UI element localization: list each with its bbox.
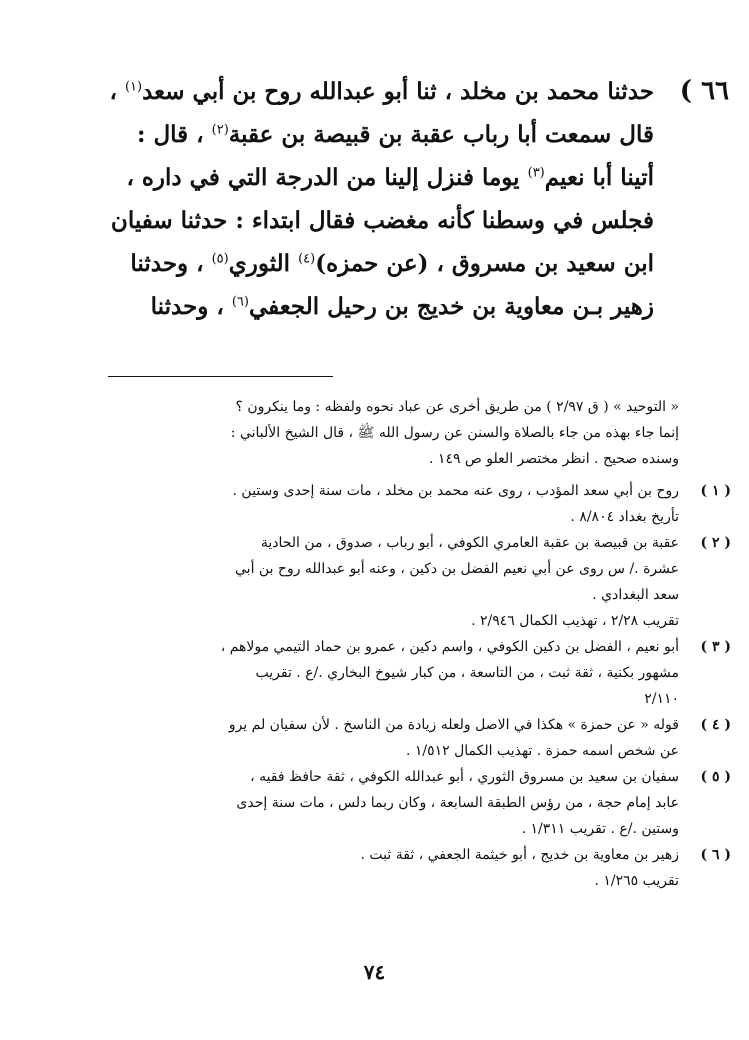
footnote-number: ( ١ ) — [700, 483, 731, 499]
footnote-1: ( ١ ) روح بن أبي سعد المؤدب ، روى عنه محمد بن مخلد ، مات سنة إحدى وستين . تأريخ بغداد ٨/٨٠٤ . — [79, 478, 679, 530]
footnote-number: ( ٥ ) — [700, 769, 731, 785]
footnote-4: ( ٤ ) قوله « عن حمزة » هكذا في الاصل ولعله زيادة من الناسخ . لأن سفيان لم يرو عن شخص اسمه حمزة . تهذيب الكمال ١/٥١٢ . — [79, 712, 679, 764]
footnote-2: ( ٢ ) عقبة بن قبيصة بن عقبة العامري الكوفي ، أبو رباب ، صدوق ، من الحادية عشرة ./ س روى عن أبي نعيم الفضل بن دكين ، وعنه أبو عبدالله روح بن أبي سعد البغدادي . تقريب ٢/٢٨ ، تهذيب الكمال ٢/٩٤٦ . — [79, 530, 679, 634]
footnote-6: ( ٦ ) زهير بن معاوية بن خديج ، أبو خيثمة الجعفي ، ثقة ثبت . تقريب ١/٢٦٥ . — [79, 842, 679, 894]
main-line: ابن سعيد بن مسروق ، (عن حمزه)$^{(٤)}$ الثوري$^{(٥)}$ ، وحدثنا — [130, 250, 654, 277]
footnote-ref[interactable]: (١) — [124, 79, 143, 95]
footnote-number: ( ٣ ) — [700, 639, 731, 655]
main-line: حدثنا محمد بن مخلد ، ثنا أبو عبدالله روح بن أبي سعد$^{(١)}$ ، — [109, 78, 654, 105]
main-line: فجلس في وسطنا كأنه مغضب فقال ابتداء : حدثنا سفيان — [110, 207, 654, 234]
main-line: قال سمعت أبا رباب عقبة بن قبيصة بن عقبة$^{(٢)}$ ، قال : — [136, 121, 654, 148]
footnote-number: ( ٤ ) — [700, 717, 731, 733]
intro-note-line: « التوحيد » ( ق ٢/٩٧ ) من طريق أخرى عن عباد نحوه ولفظه : وما ينكرون ؟ — [235, 399, 679, 415]
hadith-number: ٦٦ ) — [679, 76, 729, 106]
footnote-3: ( ٣ ) أبو نعيم ، الفضل بن دكين الكوفي ، واسم دكين ، عمرو بن حماد التيمي مولاهم ، مشهور بكنية ، ثقة ثبت ، من التاسعة ، من كبار شيوخ البخاري ./ع . تقريب ٢/١١٠ — [79, 634, 679, 712]
main-text — [94, 70, 654, 328]
footnote-number: ( ٦ ) — [700, 847, 731, 863]
footnote-ref[interactable]: (٦) — [231, 294, 249, 310]
footnote-ref[interactable]: (٢) — [211, 122, 229, 138]
footnote-number: ( ٢ ) — [700, 535, 731, 551]
intro-note-line: وسنده صحيح . انظر مختصر العلو ص ١٤٩ . — [429, 451, 679, 467]
page-number: ٧٤ — [363, 960, 386, 984]
footnote-ref[interactable]: (٣) — [527, 165, 545, 181]
footnote-ref[interactable]: (٥) — [211, 251, 229, 267]
intro-note-line: إنما جاء بهذه من جاء بالصلاة والسنن عن رسول الله ﷺ ، قال الشيخ الألباني : — [230, 425, 679, 441]
footnote-ref[interactable]: (٤) — [298, 251, 316, 267]
main-line: زهير بـن معاوية بن خديج بن رحيل الجعفي$^{(٦)}$ ، وحدثنا — [150, 293, 654, 320]
main-line: أتينا أبا نعيم$^{(٣)}$ يوما فنزل إلينا من الدرجة التي في داره ، — [126, 164, 654, 191]
footnote-separator — [108, 376, 333, 377]
footnote-5: ( ٥ ) سفيان بن سعيد بن مسروق الثوري ، أبو عبدالله الكوفي ، ثقة حافظ فقيه ، عابد إمام حجة ، من رؤس الطبقة السابعة ، وكان ربما دلس ، مات سنة إحدى وستين ./ع . تقريب ١/٣١١ . — [79, 764, 679, 842]
footnotes-section — [79, 394, 731, 894]
